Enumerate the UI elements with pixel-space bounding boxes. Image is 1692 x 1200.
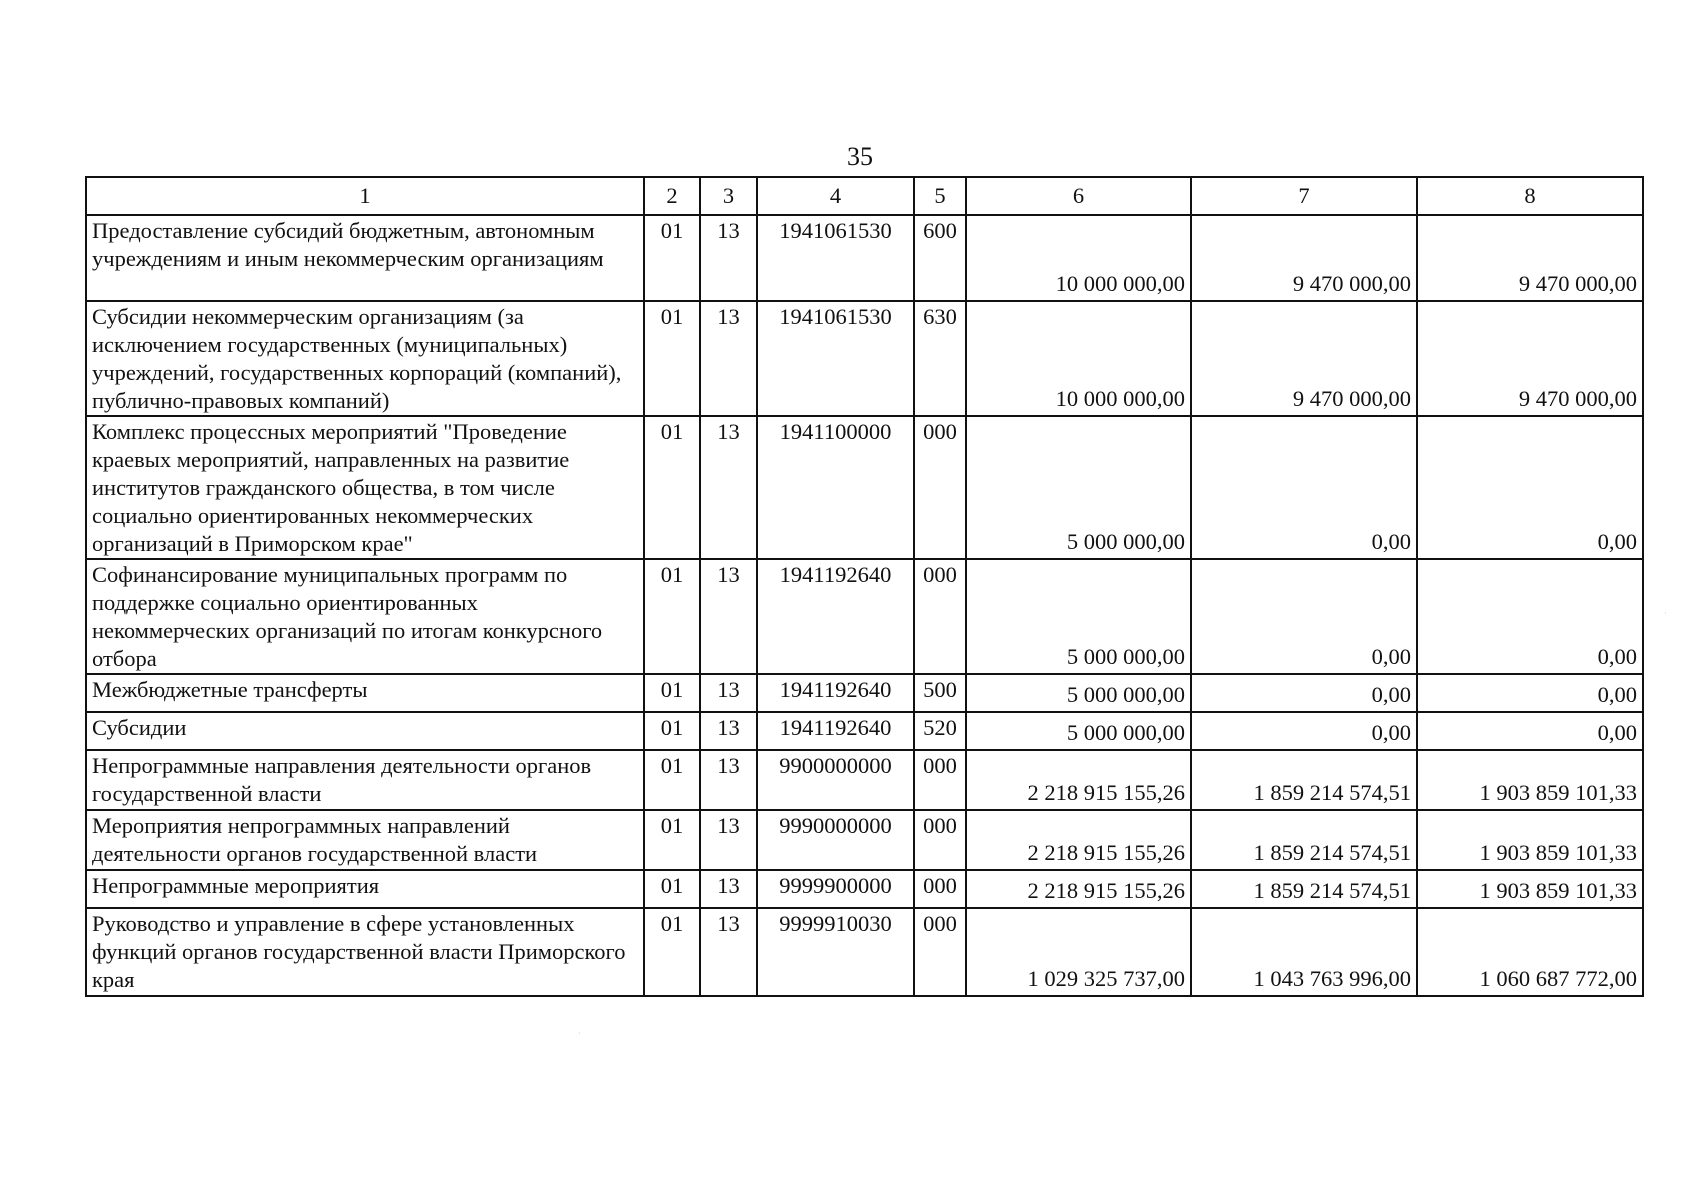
row-expense-type: 000: [914, 908, 966, 996]
row-expense-type: 000: [914, 870, 966, 908]
table-body: [86, 215, 1643, 996]
table-row: [86, 301, 1643, 416]
row-section: 01: [644, 712, 700, 750]
row-expense-type: 500: [914, 674, 966, 712]
row-target-article: 9999910030: [757, 908, 914, 996]
row-amount-col8: 0,00: [1417, 712, 1643, 750]
row-amount-col6: 10 000 000,00: [966, 215, 1191, 301]
table-row: [86, 810, 1643, 870]
row-section: 01: [644, 810, 700, 870]
header-cell-8: 8: [1417, 177, 1643, 215]
row-amount-col7: 1 043 763 996,00: [1191, 908, 1417, 996]
row-expense-type: 000: [914, 559, 966, 674]
budget-table: [85, 176, 1644, 997]
row-amount-col6: 5 000 000,00: [966, 559, 1191, 674]
table-row: [86, 416, 1643, 559]
row-subsection: 13: [700, 870, 757, 908]
row-amount-col8: 9 470 000,00: [1417, 301, 1643, 416]
row-target-article: 9990000000: [757, 810, 914, 870]
row-section: 01: [644, 215, 700, 301]
header-cell-5: 5: [914, 177, 966, 215]
row-amount-col7: 1 859 214 574,51: [1191, 870, 1417, 908]
row-name: Непрограммные мероприятия: [86, 870, 644, 908]
row-amount-col8: 0,00: [1417, 559, 1643, 674]
row-target-article: 1941192640: [757, 559, 914, 674]
row-subsection: 13: [700, 215, 757, 301]
row-amount-col7: 0,00: [1191, 559, 1417, 674]
row-target-article: 9900000000: [757, 750, 914, 810]
row-amount-col8: 9 470 000,00: [1417, 215, 1643, 301]
scan-speck: ·: [578, 1029, 581, 1038]
row-section: 01: [644, 870, 700, 908]
row-amount-col7: 9 470 000,00: [1191, 301, 1417, 416]
row-target-article: 1941061530: [757, 301, 914, 416]
header-cell-3: 3: [700, 177, 757, 215]
row-target-article: 1941100000: [757, 416, 914, 559]
row-name: Мероприятия непрограммных направлений деятельности органов государственной власти: [86, 810, 644, 870]
row-name: Непрограммные направления деятельности органов государственной власти: [86, 750, 644, 810]
row-amount-col8: 0,00: [1417, 416, 1643, 559]
table-row: [86, 215, 1643, 301]
row-subsection: 13: [700, 810, 757, 870]
row-subsection: 13: [700, 674, 757, 712]
row-expense-type: 600: [914, 215, 966, 301]
row-amount-col8: 1 903 859 101,33: [1417, 810, 1643, 870]
row-section: 01: [644, 908, 700, 996]
row-amount-col7: 9 470 000,00: [1191, 215, 1417, 301]
row-amount-col7: 0,00: [1191, 416, 1417, 559]
row-expense-type: 000: [914, 416, 966, 559]
page-number: 35: [847, 142, 873, 171]
row-name: Субсидии некоммерческим организациям (за исключением государственных (муниципальных) учреждений, государственных корпораций (компаний), публично-правовых компаний): [86, 301, 644, 416]
table-row: [86, 750, 1643, 810]
row-name: Предоставление субсидий бюджетным, автономным учреждениям и иным некоммерческим организациям: [86, 215, 644, 301]
row-subsection: 13: [700, 416, 757, 559]
row-amount-col6: 2 218 915 155,26: [966, 750, 1191, 810]
row-target-article: 1941192640: [757, 712, 914, 750]
row-section: 01: [644, 416, 700, 559]
row-amount-col7: 0,00: [1191, 674, 1417, 712]
row-name: Межбюджетные трансферты: [86, 674, 644, 712]
table-row: [86, 870, 1643, 908]
row-amount-col6: 10 000 000,00: [966, 301, 1191, 416]
table-header: [86, 177, 1643, 215]
row-section: 01: [644, 750, 700, 810]
row-target-article: 1941061530: [757, 215, 914, 301]
row-target-article: 9999900000: [757, 870, 914, 908]
row-expense-type: 630: [914, 301, 966, 416]
row-name: Софинансирование муниципальных программ по поддержке социально ориентированных некоммерческих организаций по итогам конкурсного отбора: [86, 559, 644, 674]
header-cell-2: 2: [644, 177, 700, 215]
scan-speck: ·: [1664, 609, 1667, 618]
row-amount-col8: 0,00: [1417, 674, 1643, 712]
header-cell-4: 4: [757, 177, 914, 215]
table-row: [86, 559, 1643, 674]
row-amount-col7: 1 859 214 574,51: [1191, 750, 1417, 810]
row-amount-col6: 5 000 000,00: [966, 674, 1191, 712]
row-amount-col6: 5 000 000,00: [966, 416, 1191, 559]
row-amount-col7: 0,00: [1191, 712, 1417, 750]
row-name: Руководство и управление в сфере установленных функций органов государственной власти Приморского края: [86, 908, 644, 996]
row-amount-col6: 2 218 915 155,26: [966, 810, 1191, 870]
row-target-article: 1941192640: [757, 674, 914, 712]
row-amount-col6: 2 218 915 155,26: [966, 870, 1191, 908]
header-row: [86, 177, 1643, 215]
row-amount-col6: 5 000 000,00: [966, 712, 1191, 750]
row-amount-col8: 1 060 687 772,00: [1417, 908, 1643, 996]
table-row: [86, 712, 1643, 750]
table-row: [86, 674, 1643, 712]
row-section: 01: [644, 674, 700, 712]
row-expense-type: 000: [914, 750, 966, 810]
row-expense-type: 520: [914, 712, 966, 750]
header-cell-1: 1: [86, 177, 644, 215]
header-cell-6: 6: [966, 177, 1191, 215]
row-subsection: 13: [700, 750, 757, 810]
row-subsection: 13: [700, 712, 757, 750]
row-subsection: 13: [700, 908, 757, 996]
row-amount-col7: 1 859 214 574,51: [1191, 810, 1417, 870]
row-name: Комплекс процессных мероприятий "Проведение краевых мероприятий, направленных на развитие институтов гражданского общества, в том числе социально ориентированных некоммерческих организаций в Приморском крае": [86, 416, 644, 559]
row-amount-col8: 1 903 859 101,33: [1417, 750, 1643, 810]
table-row: [86, 908, 1643, 996]
row-amount-col8: 1 903 859 101,33: [1417, 870, 1643, 908]
row-section: 01: [644, 301, 700, 416]
header-cell-7: 7: [1191, 177, 1417, 215]
row-amount-col6: 1 029 325 737,00: [966, 908, 1191, 996]
row-subsection: 13: [700, 559, 757, 674]
row-subsection: 13: [700, 301, 757, 416]
row-name: Субсидии: [86, 712, 644, 750]
row-section: 01: [644, 559, 700, 674]
row-expense-type: 000: [914, 810, 966, 870]
